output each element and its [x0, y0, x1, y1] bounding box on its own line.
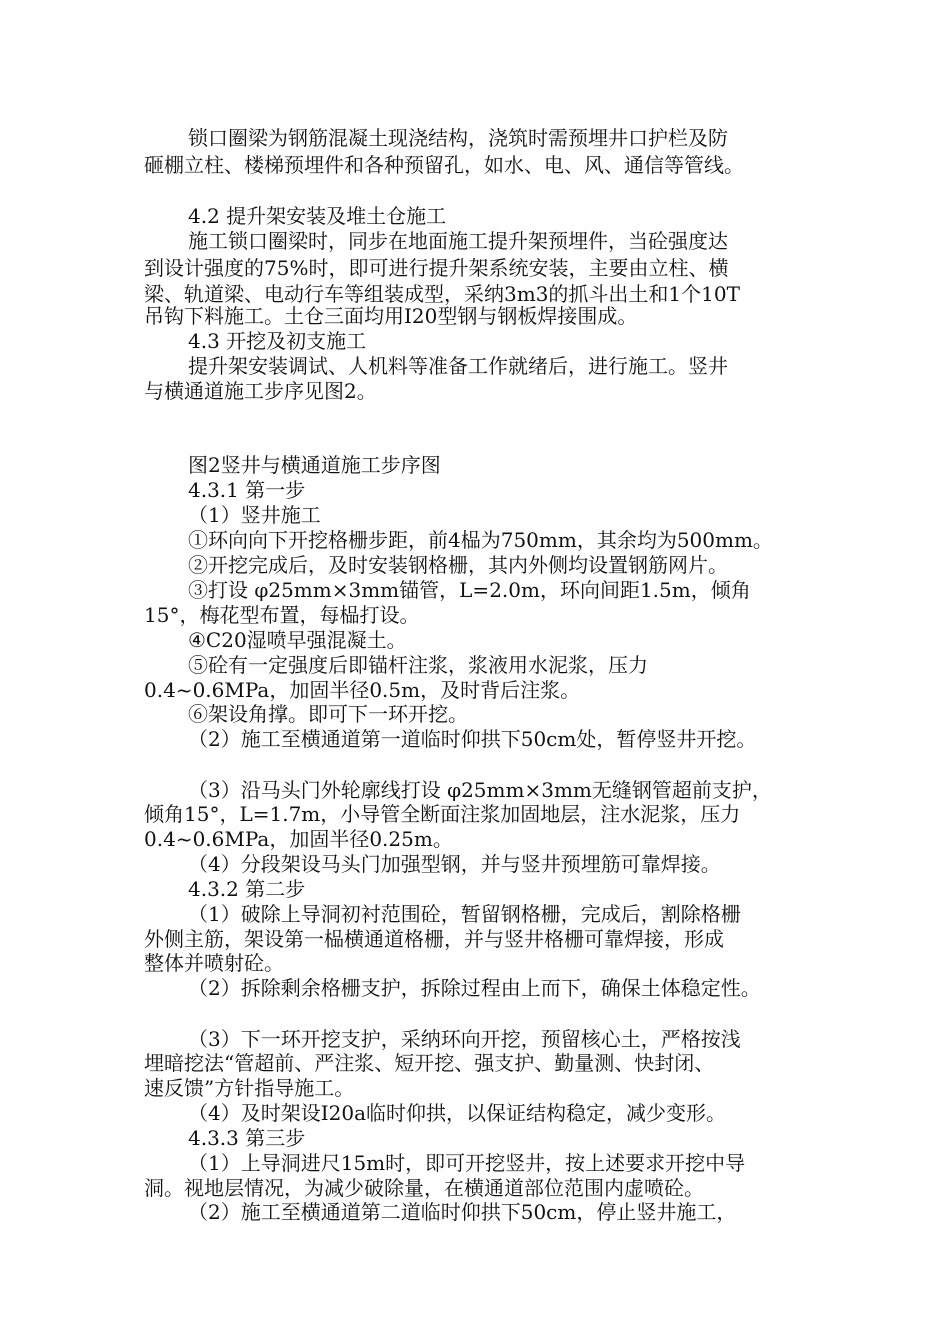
paragraph-line: 锁口圈梁为钢筋混凝土现浇结构，浇筑时需预埋井口护栏及防 — [188, 126, 728, 150]
list-item: 0.4~0.6MPa，加固半径0.5m，及时背后注浆。 — [144, 678, 581, 702]
list-item: 整体并喷射砼。 — [144, 951, 284, 975]
list-item: 埋暗挖法“管超前、严注浆、短开挖、强支护、勤量测、快封闭、 — [144, 1051, 715, 1075]
section-heading: 4.3.3 第三步 — [188, 1126, 306, 1150]
figure-caption: 图2竖井与横通道施工步序图 — [188, 453, 441, 477]
list-item: 倾角15°，L=1.7m，小导管全断面注浆加固地层，注水泥浆，压力 — [144, 802, 741, 826]
paragraph-line: 到设计强度的75%时，即可进行提升架系统安装，主要由立柱、横 — [144, 256, 729, 280]
list-item: （2）拆除剩余格栅支护，拆除过程由上而下，确保土体稳定性。 — [188, 976, 761, 1000]
list-item: （1）竖井施工 — [188, 503, 321, 527]
list-item: （1）破除上导洞初衬范围砼，暂留钢格栅，完成后，割除格栅 — [188, 902, 741, 926]
list-item: ④C20湿喷早强混凝土。 — [188, 628, 407, 652]
paragraph-line: 梁、轨道梁、电动行车等组装成型，采纳3m3的抓斗出土和1个10T — [144, 282, 740, 306]
list-item: 0.4~0.6MPa，加固半径0.25m。 — [144, 827, 453, 851]
list-item: （4）及时架设I20a临时仰拱，以保证结构稳定，减少变形。 — [188, 1101, 726, 1125]
list-item: （2）施工至横通道第二道临时仰拱下50cm，停止竖井施工， — [188, 1200, 737, 1224]
list-item: （4）分段架设马头门加强型钢，并与竖井预埋筋可靠焊接。 — [188, 852, 721, 876]
list-item: （2）施工至横通道第一道临时仰拱下50cm处，暂停竖井开挖。 — [188, 727, 757, 751]
paragraph-line: 砸棚立柱、楼梯预埋件和各种预留孔，如水、电、风、通信等管线。 — [144, 153, 744, 177]
section-heading: 4.3 开挖及初支施工 — [188, 329, 367, 353]
list-item: ⑤砼有一定强度后即锚杆注浆，浆液用水泥浆，压力 — [188, 653, 648, 677]
paragraph-line: 吊钩下料施工。土仓三面均用I20型钢与钢板焊接围成。 — [144, 304, 638, 328]
list-item: ③打设 φ25mm×3mm锚管，L=2.0m，环向间距1.5m，倾角 — [188, 578, 751, 602]
list-item: 洞。视地层情况，为减少破除量，在横通道部位范围内虚喷砼。 — [144, 1176, 704, 1200]
section-heading: 4.3.2 第二步 — [188, 877, 306, 901]
paragraph-line: 提升架安装调试、人机料等准备工作就绪后，进行施工。竖井 — [188, 354, 728, 378]
paragraph-line: 与横通道施工步序见图2。 — [144, 379, 377, 403]
list-item: 15°，梅花型布置，每榀打设。 — [144, 603, 420, 627]
list-item: 外侧主筋，架设第一榀横通道格栅，并与竖井格栅可靠焊接，形成 — [144, 927, 724, 951]
list-item: ⑥架设角撑。即可下一环开挖。 — [188, 702, 468, 726]
paragraph-line: 施工锁口圈梁时，同步在地面施工提升架预埋件，当砼强度达 — [188, 229, 728, 253]
list-item: （3）下一环开挖支护，采纳环向开挖，预留核心土，严格按浅 — [188, 1027, 741, 1051]
section-heading: 4.3.1 第一步 — [188, 478, 306, 502]
list-item: ①环向向下开挖格栅步距，前4榀为750mm，其余均为500mm。 — [188, 528, 773, 552]
list-item: （3）沿马头门外轮廓线打设 φ25mm×3mm无缝钢管超前支护， — [188, 778, 772, 802]
section-heading: 4.2 提升架安装及堆土仓施工 — [188, 204, 447, 228]
list-item: ②开挖完成后，及时安装钢格栅，其内外侧均设置钢筋网片。 — [188, 553, 728, 577]
list-item: （1）上导洞进尺15m时，即可开挖竖井，按上述要求开挖中导 — [188, 1151, 746, 1175]
list-item: 速反馈”方针指导施工。 — [144, 1076, 355, 1100]
